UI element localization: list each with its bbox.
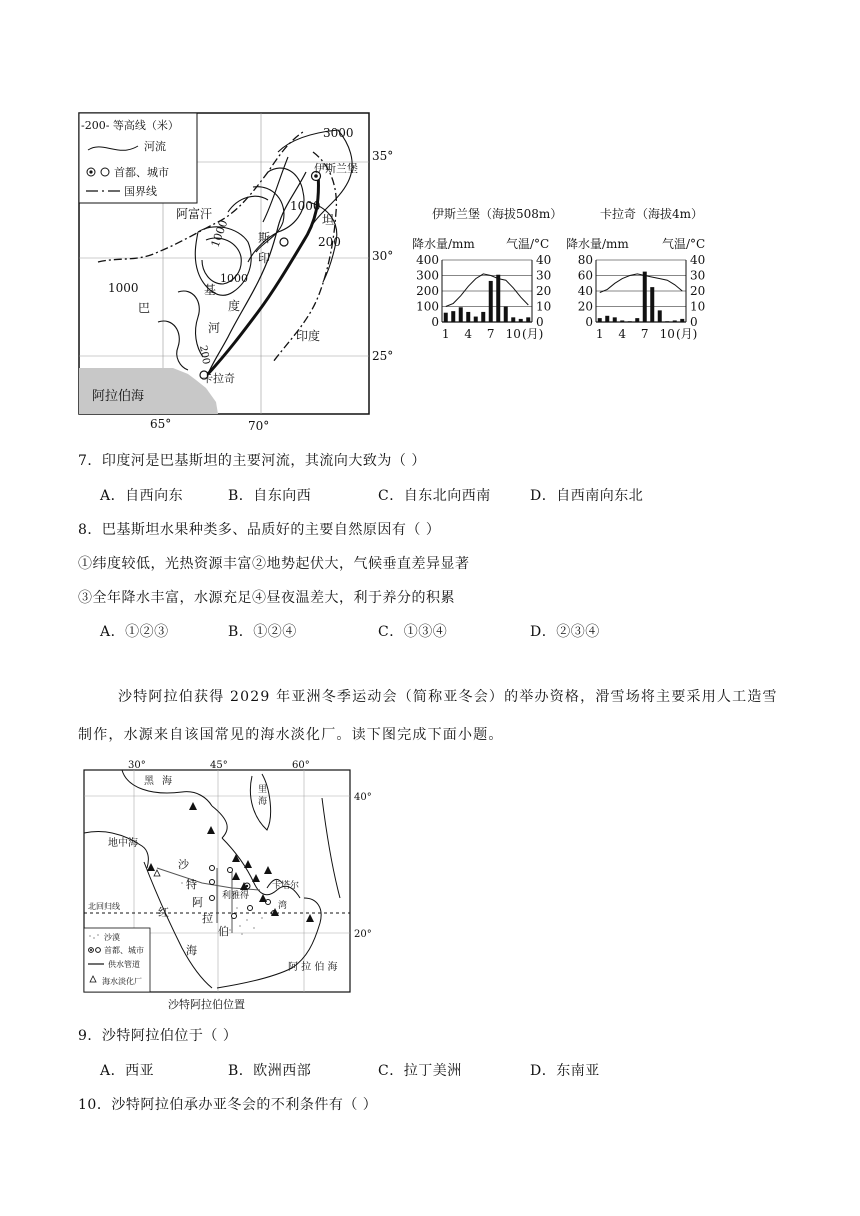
legend-capital: 首都、城市 bbox=[104, 946, 144, 955]
islamabad-left-tick: 0 bbox=[431, 315, 439, 329]
islamabad-label: 伊斯兰堡 bbox=[314, 162, 358, 175]
q9-option-c[interactable]: C．拉丁美洲 bbox=[378, 1063, 462, 1079]
islamabad-right-tick: 20 bbox=[536, 284, 552, 298]
islamabad-right-tick: 40 bbox=[536, 253, 552, 267]
indus-char-1: 印 bbox=[258, 251, 271, 265]
saudi-char-2: 特 bbox=[186, 878, 197, 891]
qatar-label: 卡塔尔 bbox=[272, 881, 300, 891]
legend-plant: 海水淡化厂 bbox=[102, 977, 142, 986]
arabian-sea-label: 阿 拉 伯 海 bbox=[288, 962, 338, 973]
karachi-label: 卡拉奇 bbox=[202, 372, 235, 385]
karachi-precip-bar bbox=[643, 272, 647, 322]
karachi-month-tick: 7 bbox=[640, 327, 649, 341]
lon-45: 45° bbox=[210, 760, 228, 771]
islamabad-precip-bar bbox=[511, 317, 515, 322]
karachi-left-tick: 80 bbox=[577, 253, 593, 267]
saudi-arabia-map bbox=[82, 758, 382, 1016]
islamabad-precip-bar bbox=[504, 307, 508, 323]
karachi-precip-bar bbox=[635, 318, 639, 322]
pakistan-char-1: 巴 bbox=[138, 301, 151, 315]
karachi-month-tick: 10 bbox=[659, 327, 675, 341]
islamabad-precip-bar bbox=[451, 311, 455, 322]
lon-60: 60° bbox=[292, 760, 310, 771]
karachi-precip-bar bbox=[613, 317, 617, 322]
islamabad-precip-bar bbox=[526, 317, 530, 322]
climate-charts bbox=[410, 200, 720, 345]
lat-20: 20° bbox=[354, 929, 372, 940]
islamabad-precip-bar bbox=[474, 317, 478, 322]
islamabad-left-tick: 200 bbox=[416, 284, 439, 298]
q7-option-a[interactable]: A．自西向东 bbox=[100, 488, 184, 504]
legend-border: 国界线 bbox=[124, 185, 157, 198]
legend-pipe: 供水管道 bbox=[108, 960, 140, 969]
q8-option-c[interactable]: C．①③④ bbox=[378, 624, 448, 640]
q8-option-a[interactable]: A．①②③ bbox=[100, 624, 169, 640]
karachi-month-tick: 1 bbox=[595, 327, 604, 341]
lat-25: 25° bbox=[372, 349, 394, 363]
karachi-temp-line bbox=[600, 274, 683, 293]
islamabad-precip-bar bbox=[481, 312, 485, 322]
saudi-char-1: 沙 bbox=[178, 858, 189, 871]
black-sea-char-1: 黑 bbox=[144, 776, 154, 787]
gulf-label: 湾 bbox=[278, 901, 288, 911]
lon-30: 30° bbox=[128, 760, 146, 771]
lon-65: 65° bbox=[150, 417, 172, 431]
karachi-right-tick: 0 bbox=[690, 315, 698, 329]
caspian-char-1: 里 bbox=[258, 785, 268, 795]
contour-200-a: 200 bbox=[318, 235, 341, 249]
islamabad-temp-line bbox=[446, 274, 529, 307]
karachi-precip-label: 降水量/mm bbox=[566, 237, 629, 251]
islamabad-temp-label: 气温/°C bbox=[506, 237, 550, 251]
lat-40: 40° bbox=[354, 792, 372, 803]
question-7: 7．印度河是巴基斯坦的主要河流，其流向大致为（ ） bbox=[78, 453, 426, 469]
q8-statements-2: ③全年降水丰富，水源充足④昼夜温差大，利于养分的积累 bbox=[78, 590, 455, 606]
mediterranean-label: 地中海 bbox=[108, 838, 138, 849]
islamabad-right-tick: 10 bbox=[536, 299, 552, 314]
lat-30: 30° bbox=[372, 249, 394, 263]
saudi-char-3: 阿 bbox=[192, 896, 203, 909]
islamabad-month-unit: (月) bbox=[522, 327, 544, 341]
karachi-right-tick: 10 bbox=[690, 299, 706, 314]
contour-3000: 3000 bbox=[323, 126, 354, 140]
arabian-sea-label: 阿拉伯海 bbox=[92, 389, 145, 404]
islamabad-month-tick: 7 bbox=[486, 327, 495, 341]
islamabad-precip-bar bbox=[496, 275, 500, 322]
pakistan-map bbox=[78, 112, 394, 442]
karachi-left-tick: 60 bbox=[577, 268, 593, 283]
pakistan-char-4: 坦 bbox=[322, 213, 335, 227]
karachi-left-tick: 40 bbox=[577, 284, 593, 298]
q7-option-d[interactable]: D．自西南向东北 bbox=[530, 488, 644, 504]
islamabad-climate-chart bbox=[416, 253, 551, 341]
karachi-chart-title: 卡拉奇（海拔4m） bbox=[600, 207, 704, 221]
karachi-right-tick: 40 bbox=[690, 253, 706, 267]
contour-1000-a: 1000 bbox=[290, 199, 321, 213]
karachi-month-unit: (月) bbox=[676, 327, 698, 341]
contour-1000-c: 1000 bbox=[220, 272, 248, 285]
lon-70: 70° bbox=[248, 419, 270, 433]
legend-contour: -200- 等高线（米） bbox=[81, 119, 179, 132]
question-9: 9．沙特阿拉伯位于（ ） bbox=[78, 1028, 238, 1044]
question-8: 8．巴基斯坦水果种类多、品质好的主要自然原因有（ ） bbox=[78, 522, 441, 538]
pakistan-char-2: 基 bbox=[204, 283, 217, 297]
karachi-precip-bar bbox=[658, 310, 662, 322]
q9-option-b[interactable]: B．欧洲西部 bbox=[228, 1063, 312, 1079]
q9-option-a[interactable]: A．西亚 bbox=[100, 1063, 155, 1079]
legend-capital: 首都、城市 bbox=[114, 166, 169, 179]
riyadh-label: 利雅得 bbox=[222, 891, 250, 901]
red-sea-char-1: 红 bbox=[158, 906, 169, 919]
q8-option-b[interactable]: B．①②④ bbox=[228, 624, 297, 640]
islamabad-precip-bar bbox=[519, 319, 523, 322]
karachi-precip-bar bbox=[665, 321, 669, 322]
red-sea-char-2: 海 bbox=[186, 944, 197, 957]
q8-option-d[interactable]: D．②③④ bbox=[530, 624, 600, 640]
islamabad-precip-bar bbox=[466, 312, 470, 322]
islamabad-precip-bar bbox=[489, 281, 493, 322]
q8-statements-1: ①纬度较低，光热资源丰富②地势起伏大，气候垂直差异显著 bbox=[78, 556, 470, 572]
islamabad-precip-label: 降水量/mm bbox=[412, 237, 475, 251]
islamabad-month-tick: 10 bbox=[505, 327, 521, 341]
caspian-char-2: 海 bbox=[258, 797, 268, 807]
karachi-precip-bar bbox=[620, 320, 624, 322]
black-sea-char-2: 海 bbox=[162, 776, 172, 787]
map2-caption: 沙特阿拉伯位置 bbox=[168, 998, 245, 1011]
karachi-precip-bar bbox=[680, 319, 684, 322]
karachi-precip-bar bbox=[650, 287, 654, 322]
islamabad-precip-bar bbox=[444, 313, 448, 322]
karachi-left-tick: 20 bbox=[577, 299, 593, 314]
saudi-char-4: 拉 bbox=[202, 912, 213, 925]
karachi-left-tick: 0 bbox=[585, 315, 593, 329]
contour-1000-d: 1000 bbox=[108, 281, 139, 295]
islamabad-left-tick: 400 bbox=[416, 253, 439, 267]
karachi-precip-bar bbox=[673, 320, 677, 322]
legend-river: 河流 bbox=[144, 140, 166, 153]
india-label: 印度 bbox=[296, 329, 321, 343]
islamabad-right-tick: 30 bbox=[536, 268, 552, 283]
pakistan-char-3: 斯 bbox=[258, 231, 271, 245]
q7-option-c[interactable]: C．自东北向西南 bbox=[378, 488, 491, 504]
tropic-label: 北回归线 bbox=[88, 902, 120, 911]
legend-desert: 沙漠 bbox=[104, 933, 120, 942]
karachi-precip-bar bbox=[628, 321, 632, 322]
islamabad-month-tick: 1 bbox=[441, 327, 450, 341]
islamabad-left-tick: 300 bbox=[416, 268, 439, 283]
lat-35: 35° bbox=[372, 149, 394, 163]
indus-char-2: 度 bbox=[228, 299, 241, 313]
karachi-temp-label: 气温/°C bbox=[662, 237, 706, 251]
karachi-month-tick: 4 bbox=[618, 327, 627, 341]
islamabad-right-tick: 0 bbox=[536, 315, 544, 329]
karachi-precip-bar bbox=[598, 318, 602, 322]
question-10: 10．沙特阿拉伯承办亚冬会的不利条件有（ ） bbox=[78, 1097, 378, 1113]
q7-option-b[interactable]: B．自东向西 bbox=[228, 488, 312, 504]
karachi-right-tick: 20 bbox=[690, 284, 706, 298]
islamabad-chart-title: 伊斯兰堡（海拔508m） bbox=[432, 207, 563, 221]
karachi-precip-bar bbox=[605, 316, 609, 322]
karachi-right-tick: 30 bbox=[690, 268, 706, 283]
islamabad-left-tick: 100 bbox=[416, 299, 439, 314]
passage: 沙特阿拉伯获得 2029 年亚洲冬季运动会（简称亚冬会）的举办资格，滑雪场将主要采用人工造雪制作，水源来自该国常见的海水淡化厂。读下图完成下面小题。 bbox=[78, 689, 778, 743]
saudi-char-5: 伯 bbox=[218, 925, 229, 938]
islamabad-month-tick: 4 bbox=[464, 327, 473, 341]
contour-1000-b: 1000 bbox=[208, 218, 231, 250]
islamabad-precip-bar bbox=[459, 307, 463, 322]
afghanistan-label: 阿富汗 bbox=[176, 207, 213, 221]
contour-200-b: 200 bbox=[197, 344, 212, 366]
indus-char-3: 河 bbox=[208, 321, 221, 335]
q9-option-d[interactable]: D．东南亚 bbox=[530, 1063, 600, 1079]
karachi-climate-chart bbox=[578, 253, 706, 341]
